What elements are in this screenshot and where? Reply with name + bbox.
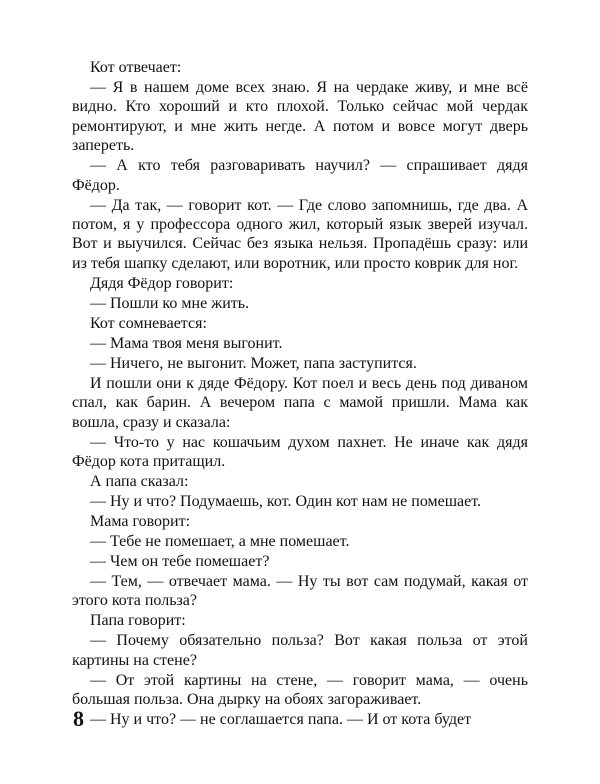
paragraph: — Чем он тебе помешает? — [90, 553, 270, 571]
paragraph: — Ну и что? Подумаешь, кот. Один кот нам не помешает. — [90, 493, 482, 511]
paragraph: Кот отвечает: — [90, 59, 182, 76]
paragraph: И пошли они к дяде Фёдору. Кот поел и весь день под диваном спал, как барин. А вечером папа с мамой пришли. Мама как вошла, сразу и сказала: — [72, 374, 528, 431]
page-number: 8 — [73, 706, 84, 731]
body-text — [72, 58, 528, 730]
paragraph: — От этой картины на стене, — говорит мама, — очень большая польза. Она дырку на обоях загораживает. — [72, 671, 528, 709]
paragraph: — Пошли ко мне жить. — [90, 294, 250, 312]
paragraph: — А кто тебя разговаривать научил? — спрашивает дядя Фёдор. — [72, 157, 528, 194]
paragraph: Дядя Фёдор говорит: — [90, 274, 234, 292]
paragraph: Папа говорит: — [90, 612, 186, 630]
paragraph: — Ну и что? — не соглашается папа. — И от кота будет — [90, 711, 472, 729]
paragraph: Кот сомневается: — [90, 314, 207, 332]
paragraph: — Что-то у нас кошачьим духом пахнет. Не иначе как дядя Фёдор кота притащил. — [72, 433, 528, 471]
paragraph: Мама говорит: — [90, 513, 191, 531]
paragraph: — Я в нашем доме всех знаю. Я на чердаке живу, и мне всё видно. Кто хороший и кто плохой. Только сейчас мой чердак ремонтируют, и мне жить негде. А потом и вовсе могут дверь запереть. — [72, 79, 528, 155]
paragraph: — Мама твоя меня выгонит. — [90, 334, 283, 352]
paragraph: — Тем, — отвечает мама. — Ну ты вот сам подумай, какая от этого кота польза? — [72, 573, 528, 610]
paragraph: — Тебе не помешает, а мне помешает. — [90, 533, 350, 551]
paragraph: — Почему обязательно польза? Вот какая польза от этой картины на стене? — [72, 632, 528, 669]
paragraph: — Ничего, не выгонит. Может, папа заступится. — [90, 354, 417, 372]
paragraph: А папа сказал: — [90, 473, 189, 491]
paragraph: — Да так, — говорит кот. — Где слово запомнишь, где два. А потом, я у профессора одного жил, который язык зверей изучал. Вот и выучился. Сейчас без языка нельзя. Пропадёшь сразу: или из тебя шапку сделают, или воротник, или просто коврик для ног. — [72, 196, 528, 272]
